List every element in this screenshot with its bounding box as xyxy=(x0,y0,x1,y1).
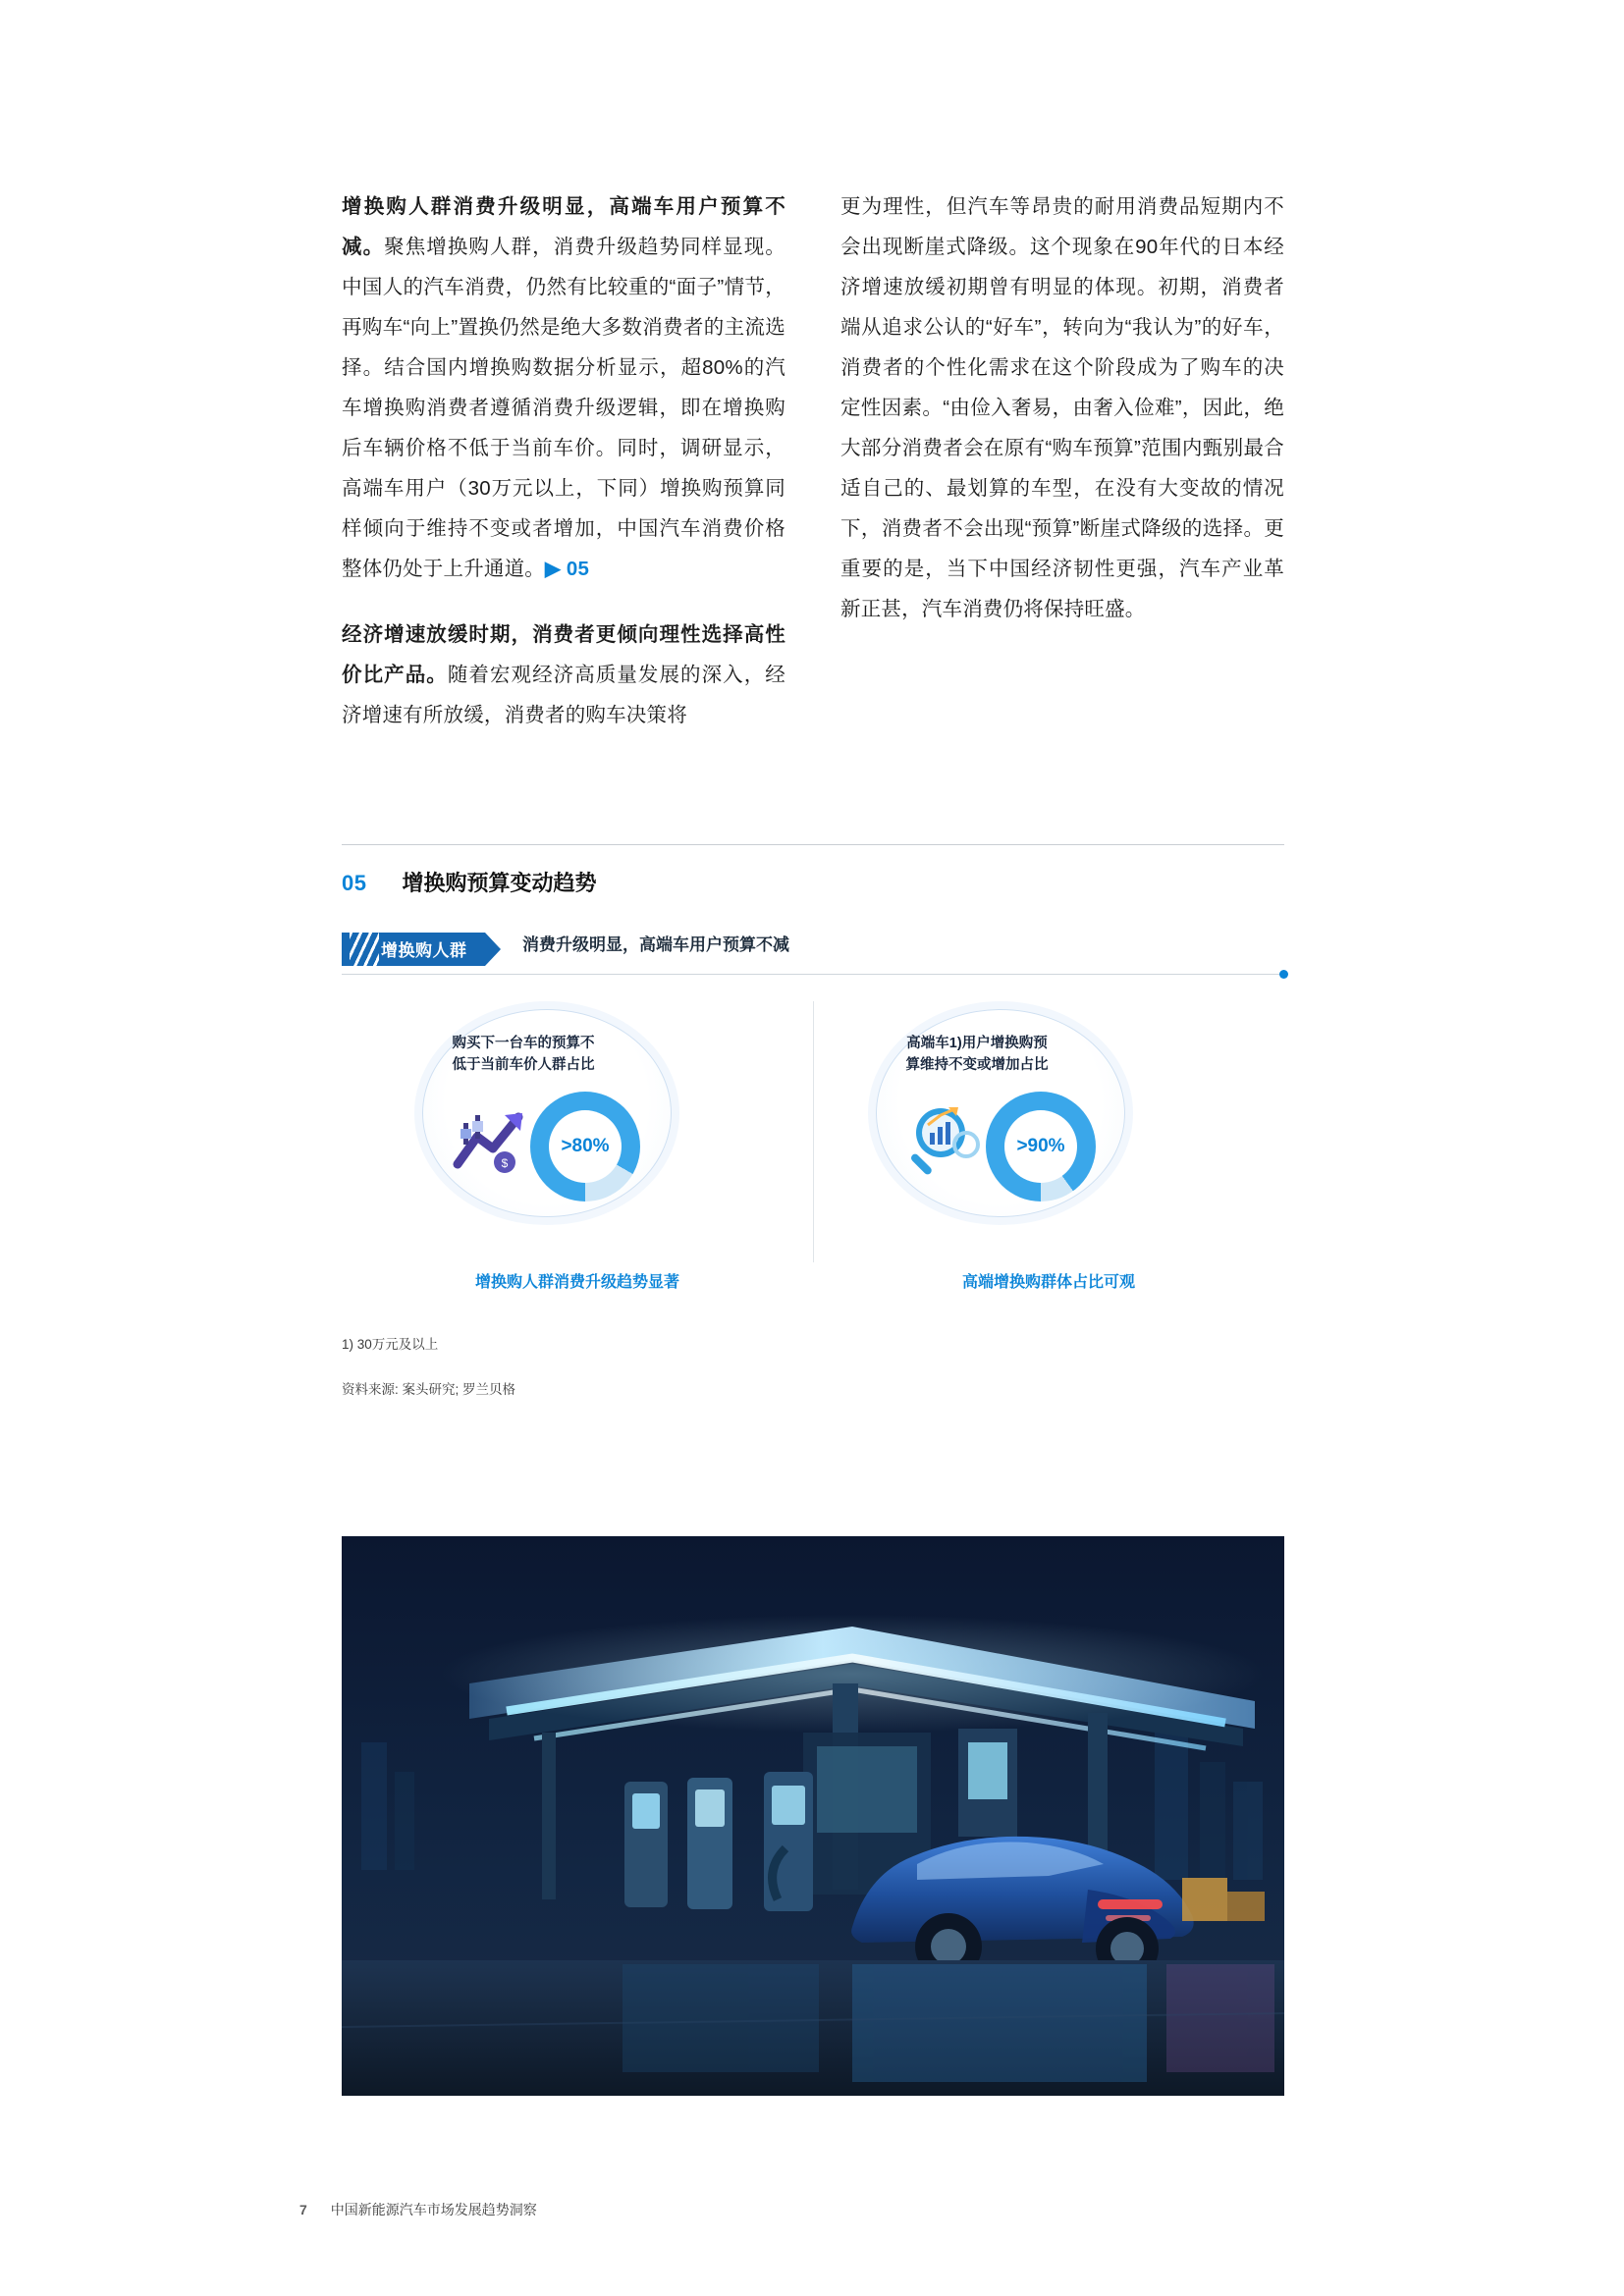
paragraph-1-lead: 增换购人群消费升级明显，高端车用户预算不减。 xyxy=(342,195,785,258)
photo-illustration xyxy=(342,1536,1284,2096)
chart-right xyxy=(813,993,1284,1291)
chart-right-value: >90% xyxy=(1004,1110,1077,1183)
exhibit-footnote: 1) 30万元及以上 xyxy=(342,1337,439,1352)
banner-slash-icon xyxy=(350,933,379,966)
exhibit-header xyxy=(342,845,1284,897)
exhibit-banner xyxy=(342,931,1284,964)
paragraph-1 xyxy=(342,187,785,589)
chart-right-subcaption: 高端增换购群体占比可观 xyxy=(961,1274,1135,1291)
paragraph-3 xyxy=(840,187,1284,629)
banner-rule xyxy=(342,974,1284,975)
paragraph-1-text: 聚焦增换购人群，消费升级趋势同样显现。中国人的汽车消费，仍然有比较重的“面子”情节，再购车“向上”置换仍然是绝大多数消费者的主流选择。结合国内增换购数据分析显示，超80%的汽车增换购消费者遵循消费升级逻辑，即在增换购后车辆价格不低于当前车价。同时，调研显示，高端车用户（30万元以上，下同）增换购预算同样倾向于维持不变或者增加，中国汽车消费价格整体仍处于上升通道。 xyxy=(342,236,785,580)
paragraph-3-text: 更为理性，但汽车等昂贵的耐用消费品短期内不会出现断崖式降级。这个现象在90年代的日本经济增速放缓初期曾有明显的体现。初期，消费者端从追求公认的“好车”，转向为“我认为”的好车，消费者的个性化需求在这个阶段成为了购车的决定性因素。“由俭入奢易，由奢入俭难”，因此，绝大部分消费者会在原有“购车预算”范围内甄别最合适自己的、最划算的车型，在没有大变故的情况下，消费者不会出现“预算”断崖式降级的选择。更重要的是，当下中国经济韧性更强，汽车产业革新正甚，汽车消费仍将保持旺盛。 xyxy=(840,195,1284,620)
paragraph-2 xyxy=(342,614,785,735)
chart-right-ring xyxy=(986,1092,1096,1201)
page-number: 7 xyxy=(299,2202,307,2217)
magnifier-chart-icon xyxy=(897,1101,992,1178)
exhibit-number: 05 xyxy=(342,871,367,895)
exhibit-05 xyxy=(342,844,1284,1398)
banner-tag xyxy=(342,933,485,966)
page-footer xyxy=(299,2200,537,2219)
chart-right-caption: 高端车1)用户增换购预算维持不变或增加占比 xyxy=(905,1036,1049,1073)
chart-left-caption: 购买下一台车的预算不低于当前车价人群占比 xyxy=(452,1036,595,1073)
chart-area xyxy=(342,993,1284,1291)
footer-document-title: 中国新能源汽车市场发展趋势洞察 xyxy=(330,2202,537,2217)
paragraph-2-text: 随着宏观经济高质量发展的深入，经济增速有所放缓，消费者的购车决策将 xyxy=(342,664,785,726)
right-column xyxy=(840,187,1284,735)
banner-end-dot xyxy=(1279,970,1288,979)
exhibit-reference-05[interactable]: ▶ 05 xyxy=(545,558,590,580)
chart-left-subcaption: 增换购人群消费升级趋势显著 xyxy=(474,1274,679,1291)
banner-tag-label: 增换购人群 xyxy=(381,941,467,960)
hero-photo xyxy=(342,1536,1284,2096)
svg-text:$: $ xyxy=(501,1156,509,1170)
chart-left xyxy=(342,993,813,1291)
left-column xyxy=(342,187,785,735)
exhibit-title: 增换购预算变动趋势 xyxy=(402,871,597,895)
growth-arrow-icon xyxy=(444,1103,538,1180)
body-columns xyxy=(342,187,1284,735)
chart-left-ring xyxy=(530,1092,640,1201)
exhibit-source: 资料来源: 案头研究; 罗兰贝格 xyxy=(342,1382,516,1397)
banner-subtitle: 消费升级明显，高端车用户预算不减 xyxy=(521,935,789,954)
paragraph-2-lead: 经济增速放缓时期，消费者更倾向理性选择高性价比产品。 xyxy=(342,623,785,686)
chart-left-value: >80% xyxy=(549,1110,622,1183)
